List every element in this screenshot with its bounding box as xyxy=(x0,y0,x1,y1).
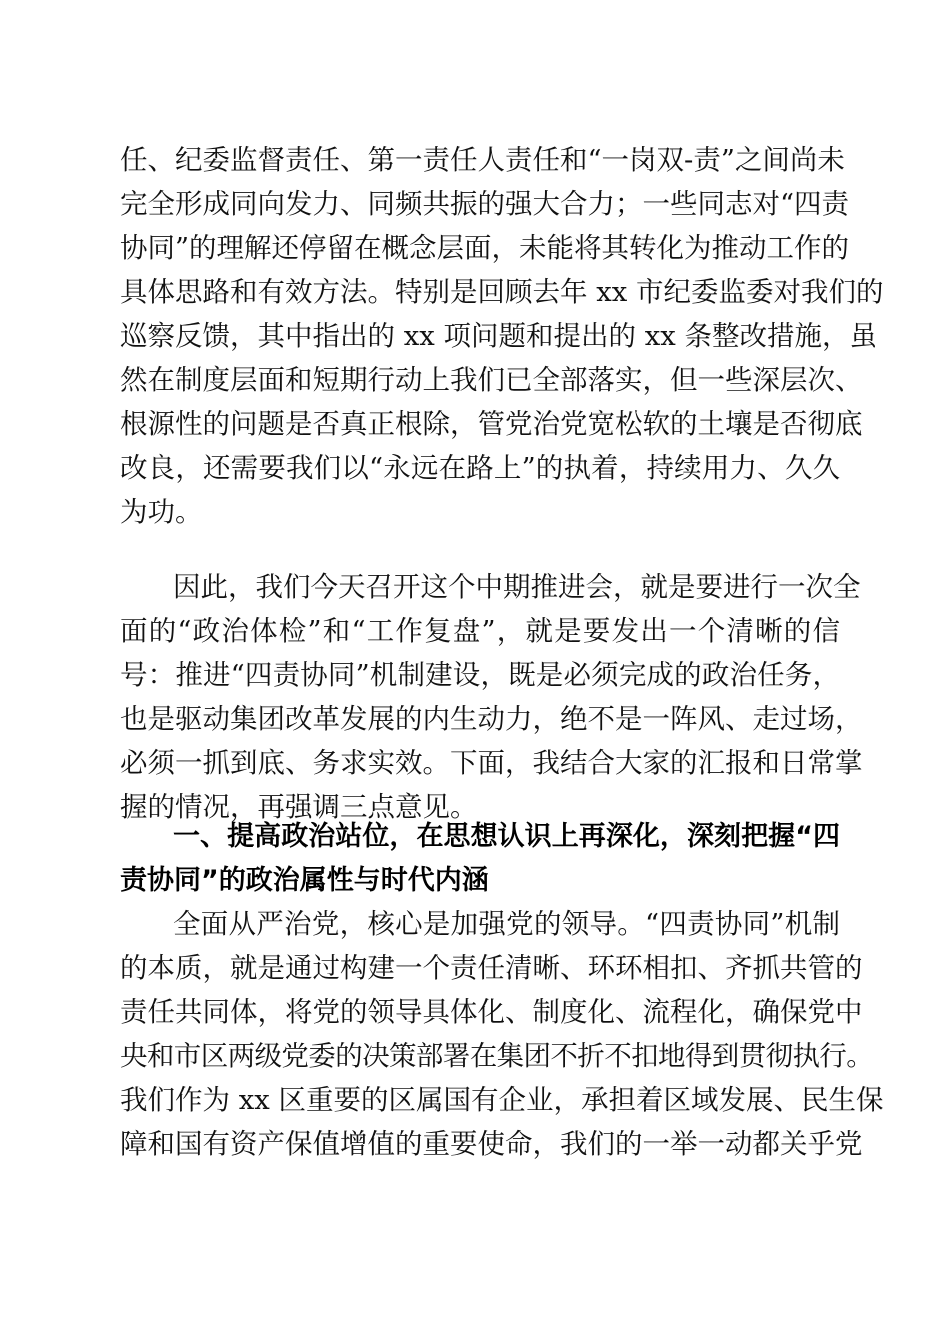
paragraph-line: 号：推进“四责协同”机制建设，既是必须完成的政治任务， xyxy=(120,659,840,691)
paragraph-line: 巡察反馈，其中指出的 xx 项问题和提出的 xx 条整改措施，虽 xyxy=(120,320,877,352)
paragraph-line: 完全形成同向发力、同频共振的强大合力；一些同志对“四责 xyxy=(120,188,850,220)
paragraph-first-line: 全面从严治党，核心是加强党的领导。“四责协同”机制 xyxy=(173,908,840,940)
paragraph-line: 责任共同体，将党的领导具体化、制度化、流程化，确保党中 xyxy=(120,996,863,1028)
paragraph-line: 障和国有资产保值增值的重要使命，我们的一举一动都关乎党 xyxy=(120,1128,863,1160)
paragraph-line: 央和市区两级党委的决策部署在集团不折不扣地得到贯彻执行。 xyxy=(120,1040,874,1072)
paragraph-line: 然在制度层面和短期行动上我们已全部落实，但一些深层次、 xyxy=(120,364,863,396)
paragraph-line: 握的情况，再强调三点意见。 xyxy=(120,791,478,823)
paragraph-line: 也是驱动集团改革发展的内生动力，绝不是一阵风、走过场， xyxy=(120,703,863,735)
paragraph-line: 必须一抓到底、务求实效。下面，我结合大家的汇报和日常掌 xyxy=(120,747,863,779)
section-heading: 一、提高政治站位，在思想认识上再深化，深刻把握“四 xyxy=(173,821,840,852)
paragraph-line: 根源性的问题是否真正根除，管党治党宽松软的土壤是否彻底 xyxy=(120,408,863,440)
section-heading: 责协同”的政治属性与时代内涵 xyxy=(120,865,489,896)
paragraph-line: 我们作为 xx 区重要的区属国有企业，承担着区域发展、民生保 xyxy=(120,1084,884,1116)
paragraph-line: 的本质，就是通过构建一个责任清晰、环环相扣、齐抓共管的 xyxy=(120,952,863,984)
paragraph-first-line: 因此，我们今天召开这个中期推进会，就是要进行一次全 xyxy=(173,571,861,603)
paragraph-line: 任、纪委监督责任、第一责任人责任和“一岗双-责”之间尚未 xyxy=(120,144,845,176)
paragraph-line: 具体思路和有效方法。特别是回顾去年 xx 市纪委监委对我们的 xyxy=(120,276,884,308)
paragraph-line: 为功。 xyxy=(120,496,203,528)
paragraph-line: 改良，还需要我们以“永远在路上”的执着，持续用力、久久 xyxy=(120,452,840,484)
paragraph-line: 面的“政治体检”和“工作复盘”，就是要发出一个清晰的信 xyxy=(120,615,840,647)
paragraph-line: 协同”的理解还停留在概念层面，未能将其转化为推动工作的 xyxy=(120,232,850,264)
